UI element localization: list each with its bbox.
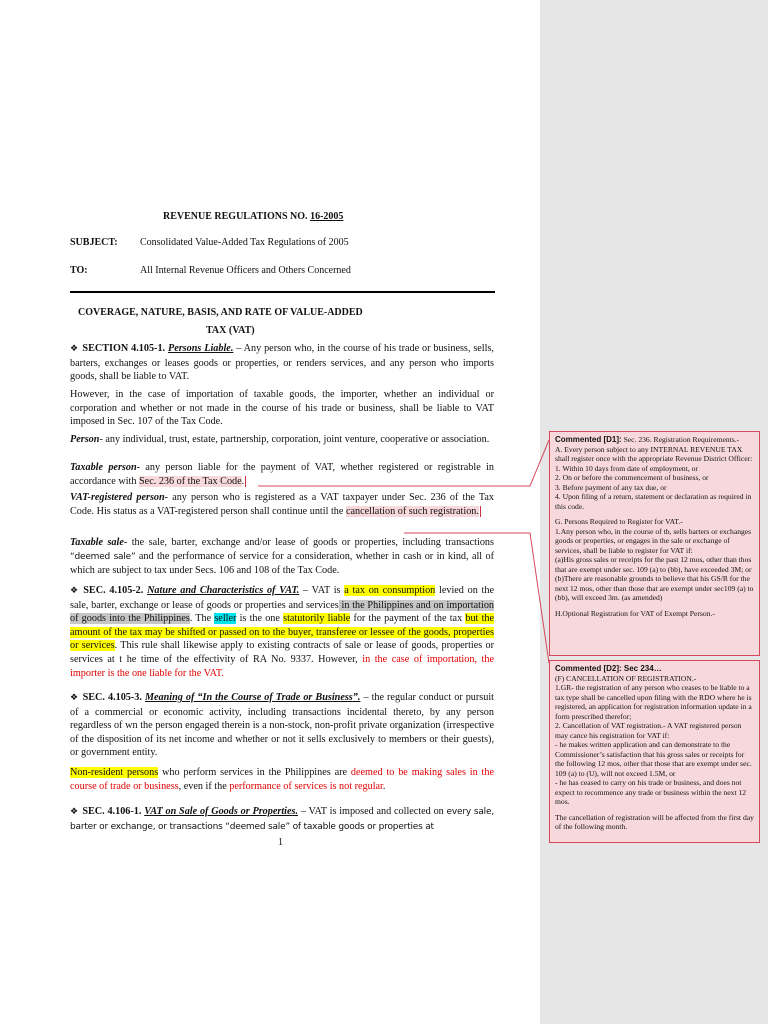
- to-label: TO:: [70, 265, 88, 276]
- section-4105-3: ❖ SEC. 4.105-3. Meaning of “In the Course of Trade or Business”. – the regular conduct or pursuit of a commercial or economic activity, including transactions incidental thereto, by any person regardless of wn the person engaged therein is a non-stock, non-profit private organization (irrespective of the disposition of its net income and whether or not it sells exclusively to members or their guests), or government entity.: [70, 692, 495, 759]
- comment-marker-d1: [245, 476, 246, 487]
- section-title: VAT on Sale of Goods or Properties.: [144, 806, 299, 817]
- section-heading-line1: COVERAGE, NATURE, BASIS, AND RATE OF VALUE-ADDED: [78, 307, 363, 318]
- definition-person: Person- any individual, trust, estate, partnership, corporation, joint venture, cooperative or association.: [70, 434, 490, 445]
- non-resident-paragraph: Non-resident persons who perform services in the Philippines are deemed to be making sales in the course of trade or business, even if the performance of services is not regular.: [70, 767, 495, 792]
- section-4105-1: ❖ SECTION 4.105-1. Persons Liable. – Any person who, in the course of his trade or business, sells, barters, exchanges or leases goods or properties, or renders services, and any person who imports goods, shall be liable to VAT.: [70, 343, 494, 383]
- section-title: Persons Liable.: [167, 343, 234, 354]
- comment-anchor-d1[interactable]: Sec. 236 of the Tax Code: [139, 475, 242, 487]
- subject-value: Consolidated Value-Added Tax Regulations of 2005: [140, 237, 349, 248]
- definition-taxable-person: Taxable person- any person liable for the payment of VAT, whether registered or registrable in accordance with Sec. 236 of the Tax Code.: [70, 462, 494, 487]
- page-number: 1: [278, 837, 283, 848]
- comment-d2[interactable]: Commented [D2]: Sec 234… (F) CANCELLATION OF REGISTRATION.- 1.GR- the registration of any person who ceases to be liable to a tax type shall be cancelled upon filing with the RDO where he is registered, an application for registration information update in a form prescribed therefor; 2. Cancellation of VAT registration.- A VAT registered person may cance his registration for VAT if: - he makes written application and can demonstrate to the Commissioner’s satisfaction that his gross sales or receipts for the following 12 mos, other that those that are exempt under sec. 109 (a) to (U), will not exceed 1.5M, or - he has ceased to carry on his trade or business, and does not expect to recommence any trade or business within the next 12 mos. The cancellation of registration will be affected from the first day of the following month.: [549, 660, 760, 843]
- section-4106-1: ❖ SEC. 4.106-1. VAT on Sale of Goods or Properties. – VAT is imposed and collected on every sale, barter or exchange, or transactions “deemed sale” of taxable goods or properties at: [70, 806, 494, 832]
- header-divider: [70, 291, 495, 293]
- section-heading-line2: TAX (VAT): [206, 325, 255, 336]
- section-title: Nature and Characteristics of VAT.: [147, 585, 300, 596]
- definition-taxable-sale: Taxable sale- the sale, barter, exchange and/or lease of goods or properties, including transactions “deemed sale” and the performance of service for a consideration, whether in cash or in kind, all of which are subject to tax under Secs. 106 and 108 of the Tax Code.: [70, 537, 494, 577]
- diamond-bullet-icon: ❖: [70, 586, 80, 596]
- document-title: REVENUE REGULATIONS NO. 16-2005: [163, 211, 344, 222]
- comment-anchor-d2[interactable]: cancellation of such registration.: [345, 505, 479, 517]
- section-4105-2: ❖ SEC. 4.105-2. Nature and Characteristics of VAT. – VAT is a tax on consumption levied on the sale, barter, exchange or lease of goods or properties and services in the Philippines and on importation of goods into the Philippines. The seller is the one statutorily liable for the payment of the tax but the amount of the tax may be shifted or passed on to the buyer, transferee or lessee of the goods, properties or services. This rule shall likewise apply to existing contracts of sale or lease of goods, properties or services at t he time of the effectivity of RA No. 9337. However, in the case of importation, the importer is the one liable for the VAT.: [70, 585, 495, 679]
- comment-author: Commented [D2]:: [555, 664, 622, 673]
- comment-marker-d2: [480, 506, 481, 517]
- definition-vat-registered: VAT-registered person- any person who is registered as a VAT taxpayer under Sec. 236 of the Tax Code. His status as a VAT-registered person shall continue until the cancellation of such registration.: [70, 492, 495, 517]
- diamond-bullet-icon: ❖: [70, 693, 79, 703]
- subject-label: SUBJECT:: [70, 237, 118, 248]
- importation-paragraph: However, in the case of importation of taxable goods, the importer, whether an individual or corporation and whether or not made in the course of his trade or business, shall be liable to VAT imposed in Sec. 107 of the Tax Code.: [70, 389, 494, 428]
- to-value: All Internal Revenue Officers and Others Concerned: [140, 265, 351, 276]
- comment-author: Commented [D1]:: [555, 435, 622, 444]
- comment-d1[interactable]: Commented [D1]: Sec. 236. Registration Requirements.- A. Every person subject to any INTERNAL REVENUE TAX shall register once with the appropriate Revenue District Officer: 1. Within 10 days from date of employment, or 2. On or before the commencement of business, or 3. Before payment of any tax due, or 4. Upon filing of a return, statement or declaration as required in this code. G. Persons Required to Register for VAT.- 1.Any person who, in the course of tb, sells barters or exchanges goods or properties, or engages in the sale or exchange of services, shall be liable to register for VAT if: (a)His gross sales or receipts for the past 12 mos, other than thos that are exempt under sec. 109 (a) to (bb), have exceeded 3M; or (b)There are reasonable grounds to believe that his GS/R for the next 12 mos, other than those that are exempt under sec109 (a) to (bb), will exceed 3m. (as amended) H.Optional Registration for VAT of Exempt Person.-: [549, 431, 760, 656]
- section-title: Meaning of “In the Course of Trade or Business”.: [144, 692, 361, 703]
- diamond-bullet-icon: ❖: [70, 807, 79, 817]
- regulation-number: 16-2005: [310, 211, 344, 222]
- diamond-bullet-icon: ❖: [70, 344, 79, 354]
